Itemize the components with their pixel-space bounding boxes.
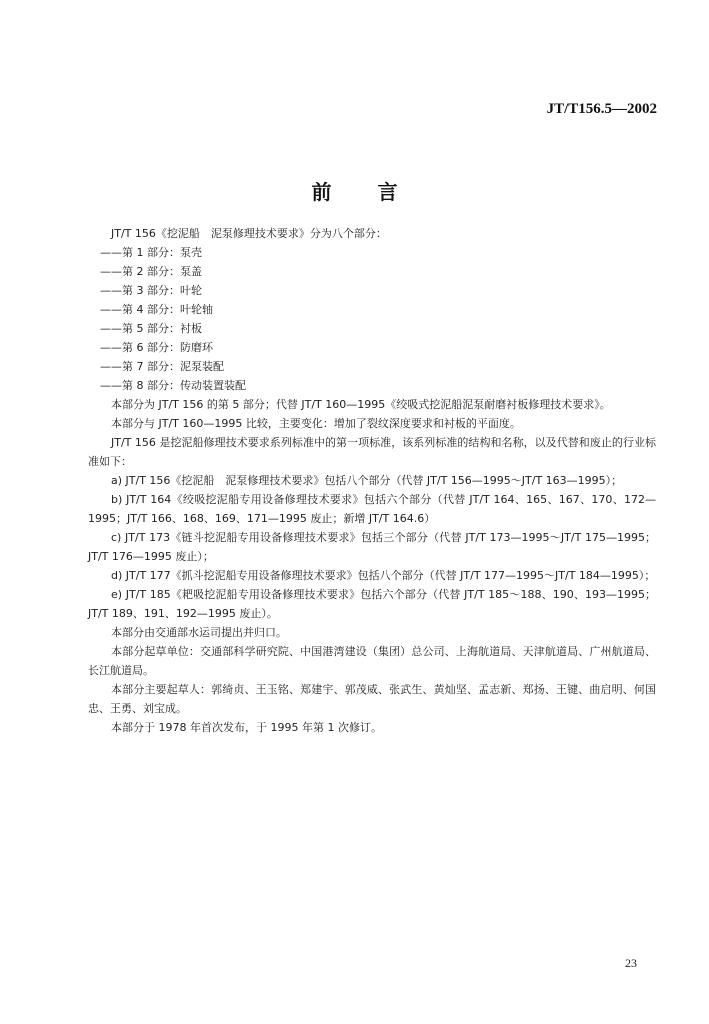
list-item: ——第 5 部分：衬板 [100,322,202,335]
series-item-a: a) JT/T 156《挖泥船 泥泵修理技术要求》包括八个部分（代替 JT/T 156—1995～JT/T 163—1995）； [111,474,623,487]
list-item: ——第 1 部分：泵壳 [100,246,202,259]
drafters-paragraph: 本部分主要起草人：郭绮贞、王玉铭、郑建宇、郭茂威、张武生、黄灿坚、孟志新、郑扬、王键、曲启明、何国忠、王勇、刘宝成。 [88,683,656,715]
list-item: ——第 2 部分：泵盖 [100,265,202,278]
list-item: ——第 8 部分：传动装置装配 [100,379,246,392]
page-title [0,176,709,205]
page-number: 23 [625,956,637,970]
changes-paragraph: 本部分与 JT/T 160—1995 比较，主要变化：增加了裂纹深度要求和衬板的平面度。 [111,417,521,430]
series-item-d: d) JT/T 177《抓斗挖泥船专用设备修理技术要求》包括八个部分（代替 JT/T 177—1995～JT/T 184—1995）； [111,569,656,582]
series-item-c: c) JT/T 173《链斗挖泥船专用设备修理技术要求》包括三个部分（代替 JT/T 173—1995～JT/T 175—1995；JT/T 176—1995 废止）； [88,531,656,563]
standard-code: JT/T156.5—2002 [546,101,657,117]
foreword-body [88,224,656,737]
title-char-right: 言 [377,180,398,204]
series-item-b: b) JT/T 164《绞吸挖泥船专用设备修理技术要求》包括六个部分（代替 JT/T 164、165、167、170、172—1995；JT/T 166、168、169、171—1995 废止；新增 JT/T 164.6） [88,493,656,525]
series-paragraph: JT/T 156 是挖泥船修理技术要求系列标准中的第一项标准，该系列标准的结构和名称，以及代替和废止的行业标准如下： [88,436,656,468]
list-item: ——第 4 部分：叶轮轴 [100,303,213,316]
list-item: ——第 3 部分：叶轮 [100,284,202,297]
drafting-units-paragraph: 本部分起草单位：交通部科学研究院、中国港湾建设（集团）总公司、上海航道局、天津航道局、广州航道局、长江航道局。 [88,645,656,677]
title-char-left: 前 [311,180,332,204]
intro-paragraph: JT/T 156《挖泥船 泥泵修理技术要求》分为八个部分： [111,227,387,240]
proposer-paragraph: 本部分由交通部水运司提出并归口。 [111,626,287,639]
list-item: ——第 6 部分：防磨环 [100,341,213,354]
series-item-e: e) JT/T 185《耙吸挖泥船专用设备修理技术要求》包括六个部分（代替 JT/T 185～188、190、193—1995；JT/T 189、191、192—1995 废止）。 [88,588,656,620]
replaces-paragraph: 本部分为 JT/T 156 的第 5 部分；代替 JT/T 160—1995《绞吸式挖泥船泥泵耐磨衬板修理技术要求》。 [111,398,611,411]
list-item: ——第 7 部分：泥泵装配 [100,360,224,373]
history-paragraph: 本部分于 1978 年首次发布，于 1995 年第 1 次修订。 [111,721,382,734]
